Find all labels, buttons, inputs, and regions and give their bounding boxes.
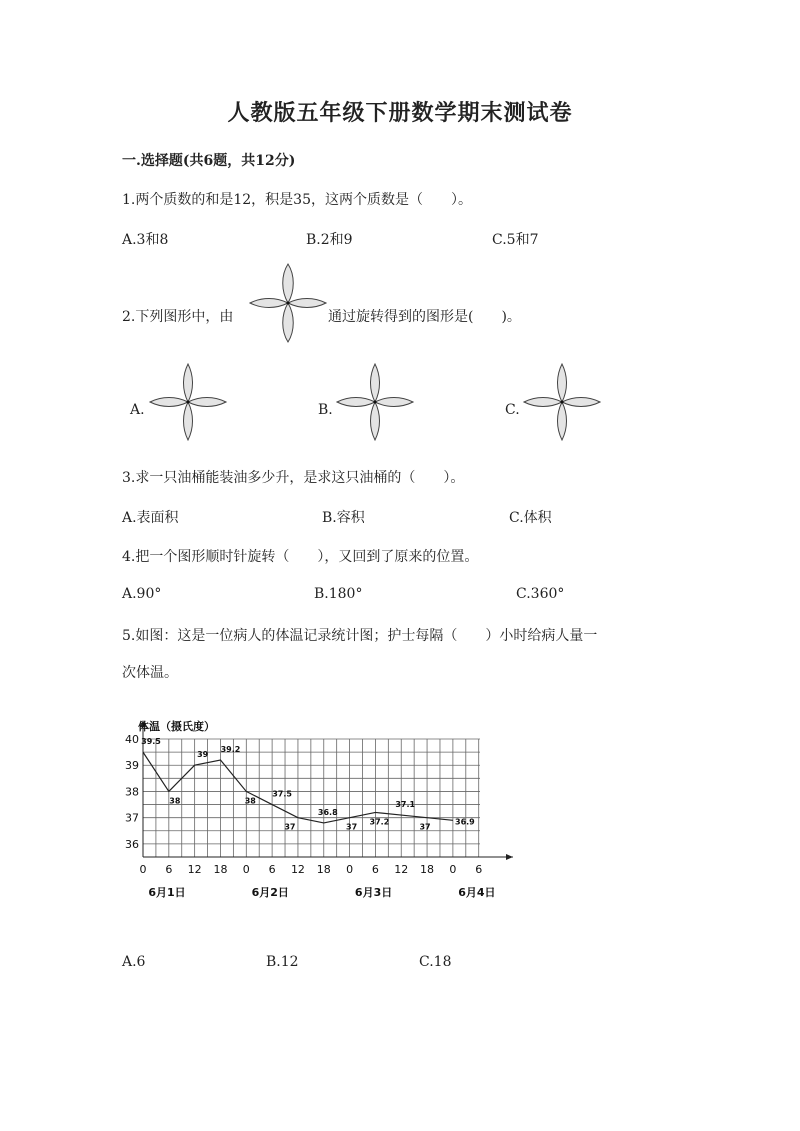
- x-tick-label: 18: [316, 863, 331, 876]
- x-tick-label: 0: [449, 863, 457, 876]
- question-2-prefix: 2.下列图形中，由: [122, 309, 234, 325]
- x-tick-label: 0: [346, 863, 354, 876]
- x-tick-label: 0: [139, 863, 147, 876]
- page-title: 人教版五年级下册数学期末测试卷: [227, 100, 573, 126]
- x-tick-label: 12: [394, 863, 409, 876]
- q4-option-c: C.360°: [516, 586, 565, 602]
- temperature-line-chart: [118, 712, 528, 902]
- y-axis-label: 体温（摄氏度）: [138, 720, 215, 733]
- date-label: 6月2日: [251, 886, 289, 899]
- q2-option-b: B.: [318, 402, 333, 418]
- data-label: 38: [244, 796, 256, 806]
- q1-option-b: B.2和9: [306, 232, 353, 248]
- q1-option-a: A.3和8: [122, 232, 169, 248]
- q2-option-a: A.: [130, 402, 145, 418]
- question-5-line-2: 次体温。: [122, 665, 178, 681]
- x-tick-label: 6: [165, 863, 173, 876]
- data-label: 39.5: [141, 737, 161, 747]
- y-tick-label: 39: [125, 759, 139, 773]
- y-tick-label: 38: [125, 785, 139, 799]
- data-label: 36.8: [317, 807, 338, 817]
- q3-option-b: B.容积: [322, 510, 365, 526]
- flower-shape-a: [148, 362, 228, 442]
- data-label: 36.9: [455, 817, 475, 827]
- data-label: 38: [169, 796, 181, 806]
- x-tick-label: 18: [420, 863, 435, 876]
- x-tick-labels: [140, 863, 483, 876]
- x-tick-label: 6: [268, 863, 276, 876]
- data-label: 37.2: [369, 817, 390, 827]
- question-1: 1.两个质数的和是12，积是35，这两个质数是（ ）。: [122, 192, 472, 208]
- q1-option-c: C.5和7: [492, 232, 539, 248]
- y-tick-labels: [125, 733, 139, 851]
- q5-option-c: C.18: [419, 954, 452, 970]
- q5-option-b: B.12: [266, 954, 299, 970]
- y-tick-label: 37: [125, 811, 139, 825]
- date-label: 6月1日: [148, 886, 186, 899]
- y-tick-label: 36: [125, 837, 139, 851]
- q4-option-a: A.90°: [122, 586, 162, 602]
- date-label: 6月3日: [354, 886, 393, 899]
- data-label: 37: [284, 822, 296, 832]
- question-4: 4.把一个图形顺时针旋转（ ），又回到了原来的位置。: [122, 549, 479, 565]
- flower-shape-original: [248, 262, 328, 344]
- data-label: 39.2: [220, 744, 241, 754]
- x-tick-label: 18: [213, 863, 228, 876]
- x-tick-label: 6: [475, 863, 483, 876]
- data-label: 37: [419, 822, 431, 832]
- x-axis-arrow: [506, 854, 513, 860]
- chart-axes: [140, 720, 513, 860]
- x-tick-label: 12: [187, 863, 202, 876]
- chart-grid: [143, 739, 480, 857]
- data-label: 39: [197, 750, 209, 760]
- data-label: 37: [346, 822, 358, 832]
- q5-option-a: A.6: [122, 954, 146, 970]
- q3-option-c: C.体积: [509, 510, 552, 526]
- question-3: 3.求一只油桶能装油多少升，是求这只油桶的（ ）。: [122, 470, 465, 486]
- x-tick-label: 0: [242, 863, 250, 876]
- q2-option-c: C.: [505, 402, 520, 418]
- question-2-suffix: 通过旋转得到的图形是( )。: [328, 309, 521, 325]
- y-tick-label: 40: [125, 733, 139, 746]
- flower-shape-b: [335, 362, 415, 442]
- q4-option-b: B.180°: [314, 586, 363, 602]
- date-labels: [148, 886, 495, 899]
- q3-option-a: A.表面积: [122, 510, 179, 526]
- data-label: 37.5: [272, 789, 292, 799]
- data-label: 37.1: [395, 800, 416, 810]
- flower-shape-c: [522, 362, 602, 442]
- date-label: 6月4日: [458, 886, 496, 899]
- section-heading: 一.选择题(共6题，共12分): [122, 153, 296, 169]
- x-tick-label: 6: [371, 863, 379, 876]
- question-5-line-1: 5.如图：这是一位病人的体温记录统计图；护士每隔（ ）小时给病人量一: [122, 628, 598, 644]
- x-tick-label: 12: [290, 863, 305, 876]
